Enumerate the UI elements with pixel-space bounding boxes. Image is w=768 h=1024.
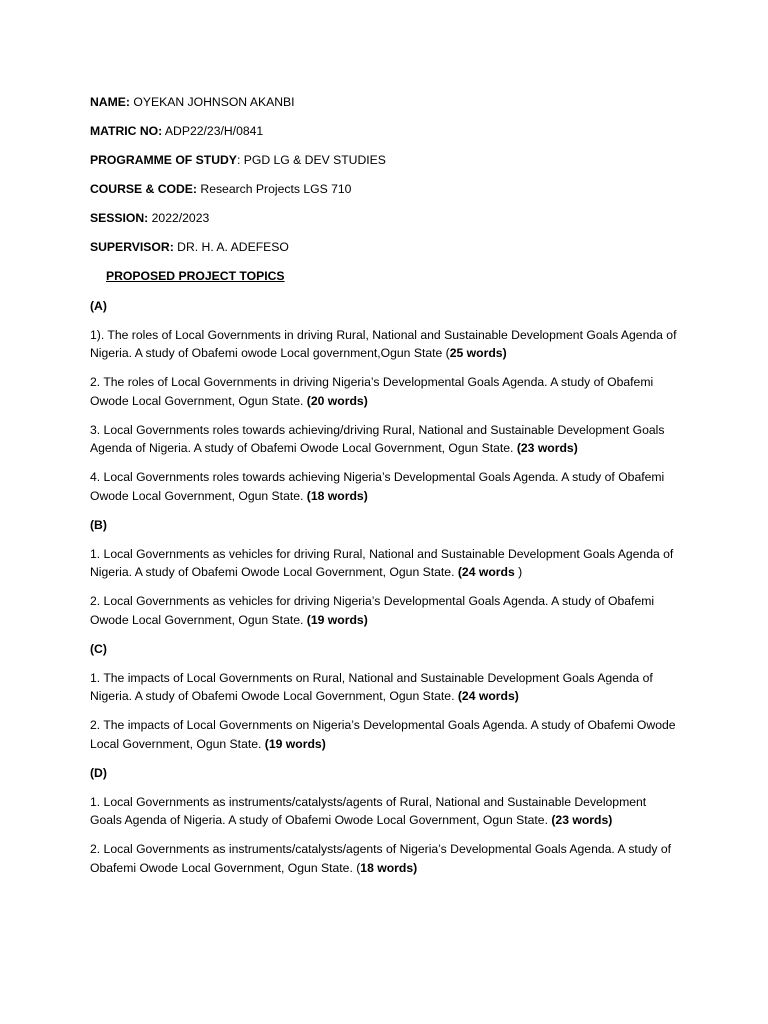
topic-item	[90, 840, 680, 877]
section-label-c: (C)	[90, 641, 107, 656]
topic-text: 3. Local Governments roles towards achieving/driving Rural, National and Sustainable Development Goals Agenda of Nigeria. A study of Obafemi Owode Local Government, Ogun State.	[90, 422, 665, 455]
supervisor-field	[90, 238, 680, 257]
session-label: SESSION:	[90, 211, 149, 225]
topic-text: 1). The roles of Local Governments in driving Rural, National and Sustainable Development Goals Agenda of Nigeria. A study of Obafemi owode Local government,Ogun State (	[90, 327, 677, 360]
matric-value: ADP22/23/H/0841	[162, 124, 264, 138]
session-field	[90, 209, 680, 228]
word-count: (18 words)	[306, 488, 368, 503]
topic-tail: )	[514, 565, 523, 579]
section-heading: PROPOSED PROJECT TOPICS	[106, 269, 285, 283]
matric-label: MATRIC NO:	[90, 124, 163, 138]
document-page	[90, 93, 680, 888]
name-value: OYEKAN JOHNSON AKANBI	[129, 95, 295, 109]
matric-field	[90, 122, 680, 141]
topic-text: 2. Local Governments as instruments/catalysts/agents of Nigeria’s Developmental Goals Agenda. A study of Obafemi Owode Local Government, Ogun State. (	[90, 842, 672, 875]
section-label-b: (B)	[90, 517, 107, 532]
word-count: (23 words)	[516, 441, 578, 455]
word-count: (19 words)	[306, 612, 368, 627]
topic-item	[90, 326, 680, 363]
name-label: NAME:	[90, 95, 130, 109]
word-count: 18 words)	[360, 860, 418, 875]
topic-item	[90, 793, 680, 830]
supervisor-value: DR. H. A. ADEFESO	[173, 240, 289, 254]
section-label-a: (A)	[90, 298, 107, 313]
programme-field	[90, 151, 680, 170]
topic-item	[90, 421, 680, 458]
topic-text: 4. Local Governments roles towards achieving Nigeria’s Developmental Goals Agenda. A study of Obafemi Owode Local Government, Ogun State.	[90, 470, 665, 503]
topic-text: 1. Local Governments as instruments/catalysts/agents of Rural, National and Sustainable Development Goals Agenda of Nigeria. A study of Obafemi Owode Local Government, Ogun State.	[90, 794, 647, 827]
supervisor-label: SUPERVISOR:	[90, 240, 174, 254]
section-label-d: (D)	[90, 765, 107, 780]
word-count: (19 words)	[264, 736, 326, 751]
topic-text: 2. Local Governments as vehicles for driving Nigeria’s Developmental Goals Agenda. A study of Obafemi Owode Local Government, Ogun State.	[90, 594, 655, 627]
topic-item	[90, 716, 680, 753]
topic-text: 2. The roles of Local Governments in driving Nigeria’s Developmental Goals Agenda. A study of Obafemi Owode Local Government, Ogun State.	[90, 375, 654, 408]
topic-item	[90, 592, 680, 629]
topic-text: 1. Local Governments as vehicles for driving Rural, National and Sustainable Development Goals Agenda of Nigeria. A study of Obafemi Owode Local Government, Ogun State.	[90, 546, 674, 579]
topic-item	[90, 373, 680, 410]
session-value: 2022/2023	[148, 211, 210, 225]
programme-label: PROGRAMME OF STUDY	[90, 153, 237, 167]
course-label: COURSE & CODE:	[90, 182, 197, 196]
word-count: (20 words)	[306, 393, 368, 408]
topic-item	[90, 669, 680, 706]
course-field	[90, 180, 680, 199]
topic-text: 1. The impacts of Local Governments on Rural, National and Sustainable Development Goals Agenda of Nigeria. A study of Obafemi Owode Local Government, Ogun State.	[90, 670, 653, 703]
word-count: (24 words	[457, 565, 515, 579]
topic-item	[90, 468, 680, 505]
topic-item	[90, 545, 680, 582]
topic-text: 2. The impacts of Local Governments on Nigeria’s Developmental Goals Agenda. A study of Obafemi Owode Local Government, Ogun State.	[90, 718, 676, 751]
word-count: 25 words)	[449, 346, 507, 360]
word-count: (23 words)	[551, 813, 613, 827]
programme-value: : PGD LG & DEV STUDIES	[236, 153, 386, 167]
word-count: (24 words)	[457, 689, 519, 703]
course-value: Research Projects LGS 710	[197, 182, 352, 196]
name-field	[90, 93, 680, 112]
